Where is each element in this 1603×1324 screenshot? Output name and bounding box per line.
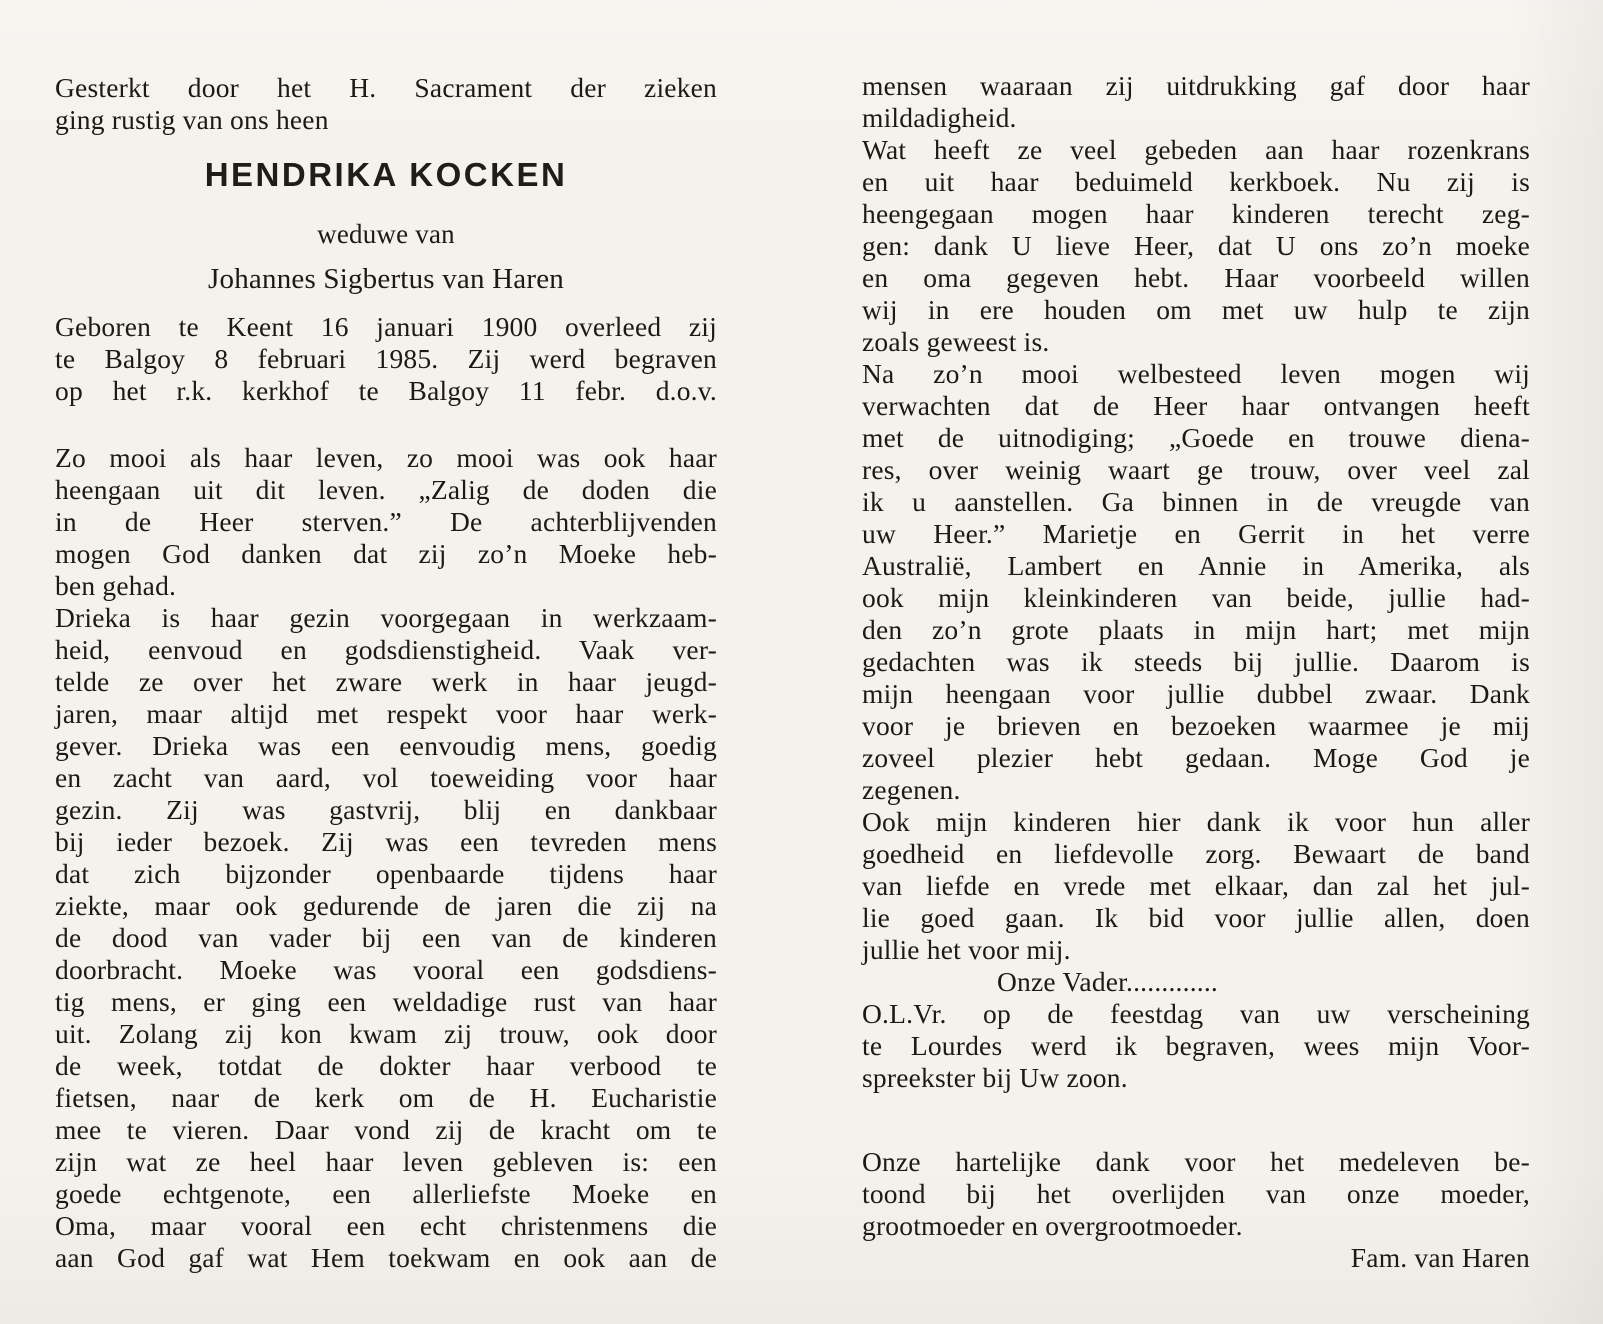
text-line: Ook mijn kinderen hier dank ik voor hun aller [862,806,1530,837]
text-line: doorbracht. Moeke was vooral een godsdiens- [55,954,717,985]
text-line: de dood van vader bij een van de kinderen [55,922,717,953]
text-line: ook mijn kleinkinderen van beide, jullie had- [862,582,1530,613]
text-line: jaren, maar altijd met respekt voor haar werk- [55,698,717,729]
text-line: zegenen. [862,774,961,805]
text-line: Na zo’n mooi welbesteed leven mogen wij [862,358,1530,389]
text-line: fietsen, naar de kerk om de H. Eucharistie [55,1082,717,1113]
text-line: en zacht van aard, vol toeweiding voor haar [55,762,717,793]
text-line: zoveel plezier hebt gedaan. Moge God je [862,742,1530,773]
text-line: te Balgoy 8 februari 1985. Zij werd begraven [55,343,717,374]
text-line: Gesterkt door het H. Sacrament der zieken [55,72,717,103]
text-line: gen: dank U lieve Heer, dat U ons zo’n moeke [862,230,1530,261]
text-line: mogen God danken dat zij zo’n Moeke heb- [55,538,717,569]
right-column [862,70,1530,1274]
text-line: en oma gegeven hebt. Haar voorbeeld willen [862,262,1530,293]
text-line: Zo mooi als haar leven, zo mooi was ook haar [55,442,717,473]
text-line: O.L.Vr. op de feestdag van uw verscheining [862,998,1530,1029]
text-line: goedheid en liefdevolle zorg. Bewaart de band [862,838,1530,869]
text-line: wij in ere houden om met uw hulp te zijn [862,294,1530,325]
deceased-name: HENDRIKA KOCKEN [204,156,568,193]
text-line: gever. Drieka was een eenvoudig mens, goedig [55,730,717,761]
text-line: dat zich bijzonder openbaarde tijdens haar [55,858,717,889]
text-line: Onze hartelijke dank voor het medeleven be- [862,1146,1530,1177]
text-line: spreekster bij Uw zoon. [862,1062,1128,1093]
text-line: op het r.k. kerkhof te Balgoy 11 febr. d.o.v. [55,375,717,406]
text-line: lie goed gaan. Ik bid voor jullie allen, doen [862,902,1530,933]
text-line: Drieka is haar gezin voorgegaan in werkzaam- [55,602,717,633]
text-line: gezin. Zij was gastvrij, blij en dankbaar [55,794,717,825]
text-line: Onze Vader............. [997,966,1218,997]
text-line: tig mens, er ging een weldadige rust van haar [55,986,717,1017]
text-line: res, over weinig waart ge trouw, over veel zal [862,454,1530,485]
text-line: ziekte, maar ook gedurende de jaren die zij na [55,890,717,921]
text-line: gedachten was ik steeds bij jullie. Daarom is [862,646,1530,677]
text-line: toond bij het overlijden van onze moeder, [862,1178,1530,1209]
text-line: verwachten dat de Heer haar ontvangen heeft [862,390,1530,421]
left-body-text [55,442,717,1274]
text-line: jullie het voor mij. [862,934,1071,965]
text-line: mijn heengaan voor jullie dubbel zwaar. Dank [862,678,1530,709]
text-line: Australië, Lambert en Annie in Amerika, als [862,550,1530,581]
text-line: goede echtgenote, een allerliefste Moeke en [55,1178,717,1209]
text-line: mildadigheid. [862,102,1017,133]
text-line: met de uitnodiging; „Goede en trouwe diena- [862,422,1530,453]
signature: Fam. van Haren [1350,1242,1530,1273]
text-line: en uit haar beduimeld kerkboek. Nu zij is [862,166,1530,197]
text-line: mee te vieren. Daar vond zij de kracht om te [55,1114,717,1145]
text-line: heengegaan mogen haar kinderen terecht zeg- [862,198,1530,229]
intro-block [55,72,717,136]
text-line: zijn wat ze heel haar leven gebleven is: een [55,1146,717,1177]
text-line: mensen waaraan zij uitdrukking gaf door haar [862,70,1530,101]
text-line: Geboren te Keent 16 januari 1900 overleed zij [55,311,717,342]
text-line: de week, totdat de dokter haar verbood te [55,1050,717,1081]
text-line: grootmoeder en overgrootmoeder. [862,1210,1243,1241]
text-line: den zo’n grote plaats in mijn hart; met mijn [862,614,1530,645]
text-line: Oma, maar vooral een echt christenmens die [55,1210,717,1241]
text-line: voor je brieven en bezoeken waarmee je mij [862,710,1530,741]
text-line: Wat heeft ze veel gebeden aan haar rozenkrans [862,134,1530,165]
text-line: van liefde en vrede met elkaar, dan zal het jul- [862,870,1530,901]
text-line: uit. Zolang zij kon kwam zij trouw, ook door [55,1018,717,1049]
birth-death-block [55,311,717,407]
text-line: ging rustig van ons heen [55,104,329,135]
text-line: aan God gaf wat Hem toekwam en ook aan de [55,1242,717,1273]
left-column [55,72,717,1274]
text-line: ik u aanstellen. Ga binnen in de vreugde van [862,486,1530,517]
text-line: uw Heer.” Marietje en Gerrit in het verre [862,518,1530,549]
text-line: heengaan uit dit leven. „Zalig de doden die [55,474,717,505]
text-line: telde ze over het zware werk in haar jeugd- [55,666,717,697]
relation-label: weduwe van [317,219,455,249]
text-line: bij ieder bezoek. Zij was een tevreden mens [55,826,717,857]
text-line: te Lourdes werd ik begraven, wees mijn Voor- [862,1030,1530,1061]
thanks-block [862,1146,1530,1242]
text-line: in de Heer sterven.” De achterblijvenden [55,506,717,537]
text-line: heid, eenvoud en godsdienstigheid. Vaak ver- [55,634,717,665]
spouse-name: Johannes Sigbertus van Haren [208,263,564,295]
right-body-text [862,70,1530,1094]
text-line: zoals geweest is. [862,326,1050,357]
text-line: ben gehad. [55,570,177,601]
